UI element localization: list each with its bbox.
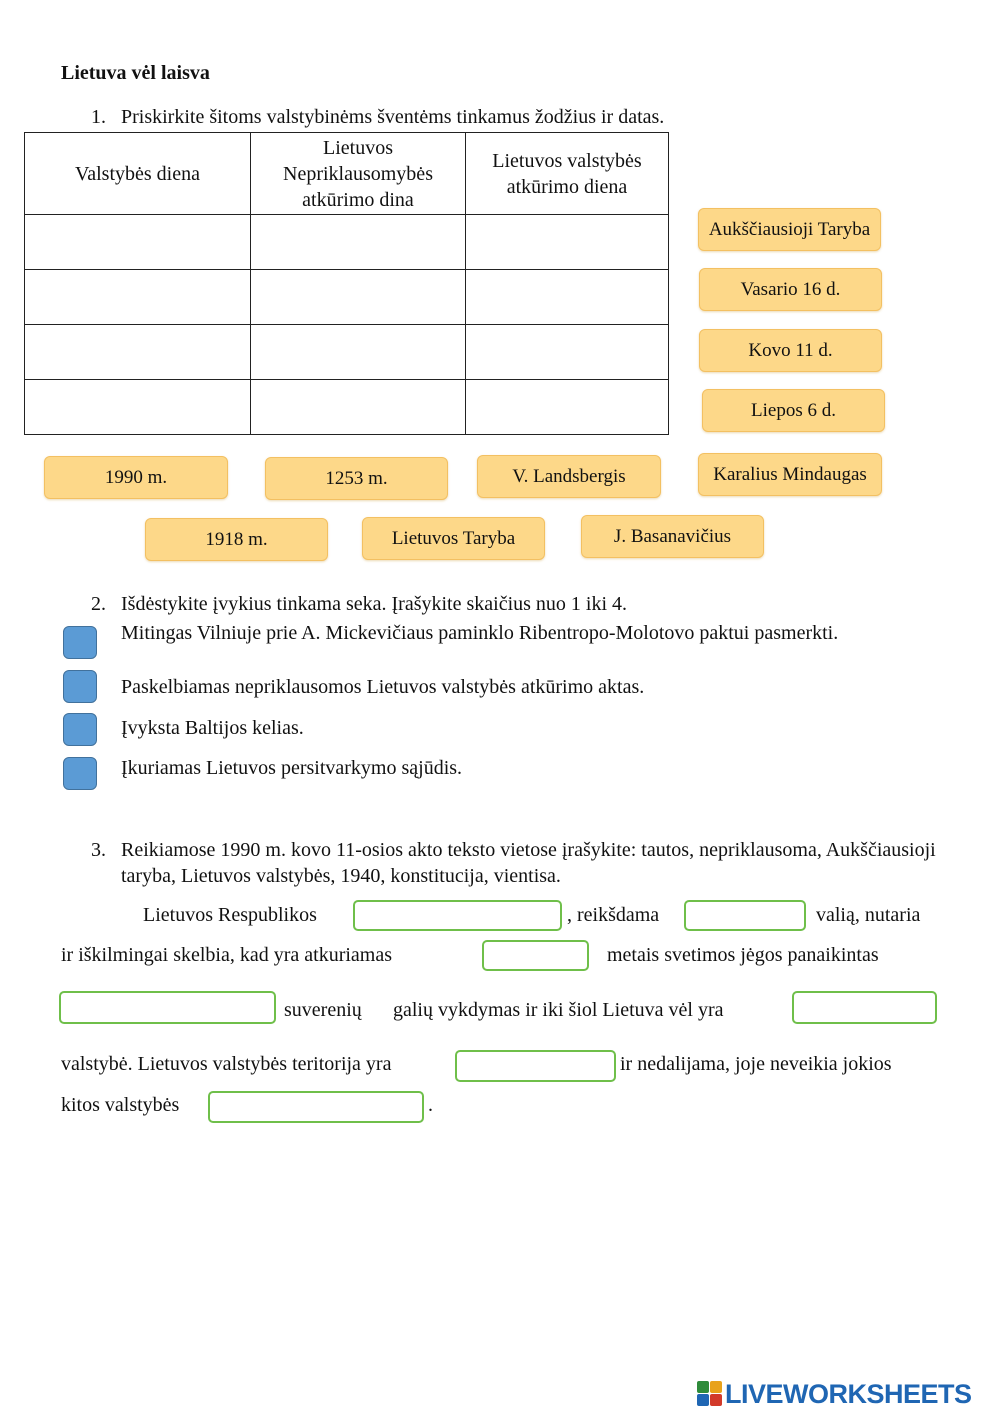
drag-chip-1253[interactable]: 1253 m. bbox=[265, 457, 448, 500]
fill-blank-3[interactable] bbox=[482, 940, 589, 971]
drop-cell[interactable] bbox=[251, 380, 466, 435]
question-text: Išdėstykite įvykius tinkama seka. Įrašykite skaičius nuo 1 iki 4. bbox=[121, 593, 628, 615]
column-header: Lietuvos Nepriklausomybės atkūrimo dina bbox=[251, 133, 466, 215]
question-number: 2. bbox=[91, 593, 106, 615]
drop-cell[interactable] bbox=[466, 380, 669, 435]
drag-chip-liepos-6[interactable]: Liepos 6 d. bbox=[702, 389, 885, 432]
drag-chip-kovo-11[interactable]: Kovo 11 d. bbox=[699, 329, 882, 372]
question-number: 1. bbox=[91, 106, 106, 128]
drop-cell[interactable] bbox=[251, 215, 466, 270]
drop-cell[interactable] bbox=[251, 325, 466, 380]
page-title: Lietuva vėl laisva bbox=[61, 62, 210, 84]
order-input[interactable] bbox=[63, 626, 97, 659]
order-input[interactable] bbox=[63, 757, 97, 790]
logo-text: LIVEWORKSHEETS bbox=[725, 1378, 972, 1409]
drop-cell[interactable] bbox=[466, 270, 669, 325]
act-text: valią, nutaria bbox=[816, 904, 921, 926]
fill-blank-5[interactable] bbox=[792, 991, 937, 1024]
act-text: Lietuvos Respublikos bbox=[143, 904, 317, 926]
drag-chip-vasario-16[interactable]: Vasario 16 d. bbox=[699, 268, 882, 311]
act-text: metais svetimos jėgos panaikintas bbox=[607, 944, 879, 966]
question-number: 3. bbox=[91, 839, 106, 861]
order-input[interactable] bbox=[63, 670, 97, 703]
column-header: Valstybės diena bbox=[25, 133, 251, 215]
drop-cell[interactable] bbox=[466, 215, 669, 270]
drag-chip-1990[interactable]: 1990 m. bbox=[44, 456, 228, 499]
act-text: , reikšdama bbox=[567, 904, 660, 926]
drop-cell[interactable] bbox=[25, 380, 251, 435]
drop-cell[interactable] bbox=[466, 325, 669, 380]
logo-icon bbox=[697, 1381, 723, 1407]
drop-cell[interactable] bbox=[251, 270, 466, 325]
drag-chip-1918[interactable]: 1918 m. bbox=[145, 518, 328, 561]
liveworksheets-logo bbox=[697, 1378, 972, 1410]
fill-blank-6[interactable] bbox=[455, 1050, 616, 1082]
drag-chip-landsbergis[interactable]: V. Landsbergis bbox=[477, 455, 661, 498]
act-text: suverenių bbox=[284, 999, 362, 1021]
order-input[interactable] bbox=[63, 713, 97, 746]
event-text: Įkuriamas Lietuvos persitvarkymo sąjūdis. bbox=[121, 757, 463, 779]
fill-blank-1[interactable] bbox=[353, 900, 562, 931]
fill-blank-7[interactable] bbox=[208, 1091, 424, 1123]
act-text: . bbox=[428, 1094, 433, 1116]
act-text: kitos valstybės bbox=[61, 1094, 180, 1116]
column-header: Lietuvos valstybės atkūrimo diena bbox=[466, 133, 669, 215]
fill-blank-4[interactable] bbox=[59, 991, 276, 1024]
act-text: ir nedalijama, joje neveikia jokios bbox=[620, 1053, 892, 1075]
drop-cell[interactable] bbox=[25, 325, 251, 380]
event-text: Įvyksta Baltijos kelias. bbox=[121, 717, 304, 739]
event-text: Paskelbiamas nepriklausomos Lietuvos valstybės atkūrimo aktas. bbox=[121, 676, 645, 698]
fill-blank-2[interactable] bbox=[684, 900, 806, 931]
act-text: ir iškilmingai skelbia, kad yra atkuriamas bbox=[61, 944, 393, 966]
question-text: Priskirkite šitoms valstybinėms šventėms tinkamus žodžius ir datas. bbox=[121, 106, 665, 128]
drag-chip-lietuvos-taryba[interactable]: Lietuvos Taryba bbox=[362, 517, 545, 560]
act-text: valstybė. Lietuvos valstybės teritorija yra bbox=[61, 1053, 392, 1075]
drop-cell[interactable] bbox=[25, 215, 251, 270]
act-text: galių vykdymas ir iki šiol Lietuva vėl yra bbox=[393, 999, 724, 1021]
drag-chip-mindaugas[interactable]: Karalius Mindaugas bbox=[698, 453, 882, 496]
drop-cell[interactable] bbox=[25, 270, 251, 325]
drag-chip-aukščiausioji-taryba[interactable]: Aukščiausioji Taryba bbox=[698, 208, 881, 251]
drag-chip-basanavicius[interactable]: J. Basanavičius bbox=[581, 515, 764, 558]
question-text: Reikiamose 1990 m. kovo 11-osios akto teksto vietose įrašykite: tautos, nepriklausoma, Aukščiausioji taryba, Lietuvos valstybės, 1940, konstitucija, vientisa. bbox=[121, 839, 936, 887]
holidays-table bbox=[24, 132, 669, 435]
event-text: Mitingas Vilniuje prie A. Mickevičiaus paminklo Ribentropo-Molotovo paktui pasmerkti. bbox=[121, 622, 839, 644]
